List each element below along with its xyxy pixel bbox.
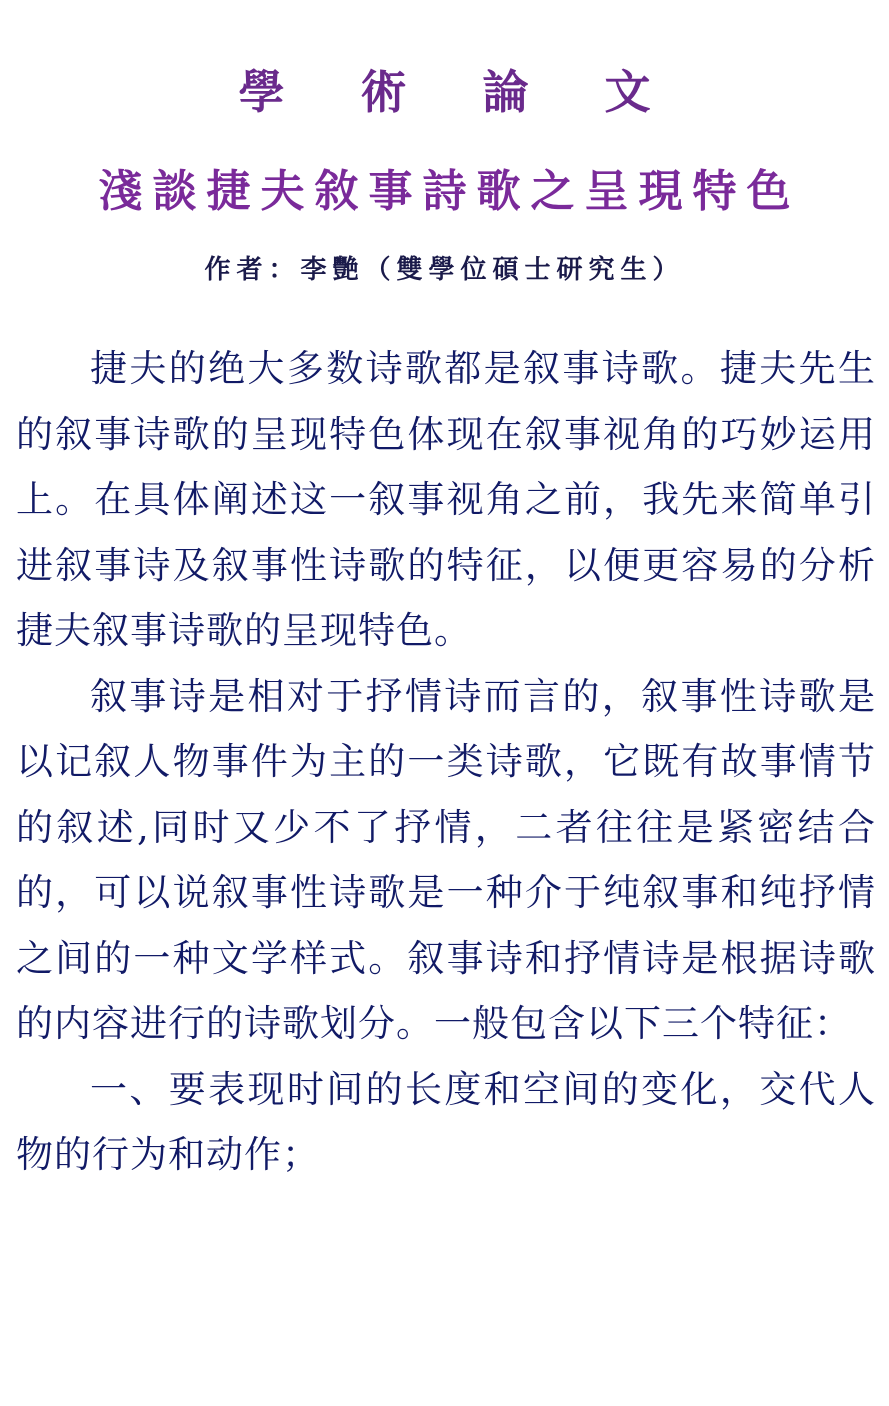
- article-title: 淺談捷夫敘事詩歌之呈現特色: [98, 166, 801, 217]
- paragraph: 捷夫的绝大多数诗歌都是叙事诗歌。捷夫先生的叙事诗歌的呈现特色体现在叙事视角的巧妙运用上。在具体阐述这一叙事视角之前，我先来简单引进叙事诗及叙事性诗歌的特征，以便更容易的分析捷夫叙事诗歌的呈现特色。: [16, 347, 876, 652]
- section-label: 學 術 論 文: [238, 65, 681, 119]
- author-byline: 作者：李艷（雙學位碩士研究生）: [204, 255, 685, 285]
- paragraph: 叙事诗是相对于抒情诗而言的，叙事性诗歌是以记叙人物事件为主的一类诗歌，它既有故事情节的叙述,同时又少不了抒情，二者往往是紧密结合的，可以说叙事性诗歌是一种介于纯叙事和纯抒情之间的一种文学样式。叙事诗和抒情诗是根据诗歌的内容进行的诗歌划分。一般包含以下三个特征：: [16, 674, 876, 1045]
- paragraph: 一、要表现时间的长度和空间的变化，交代人物的行为和动作；: [16, 1067, 876, 1176]
- article-body: [16, 336, 876, 1188]
